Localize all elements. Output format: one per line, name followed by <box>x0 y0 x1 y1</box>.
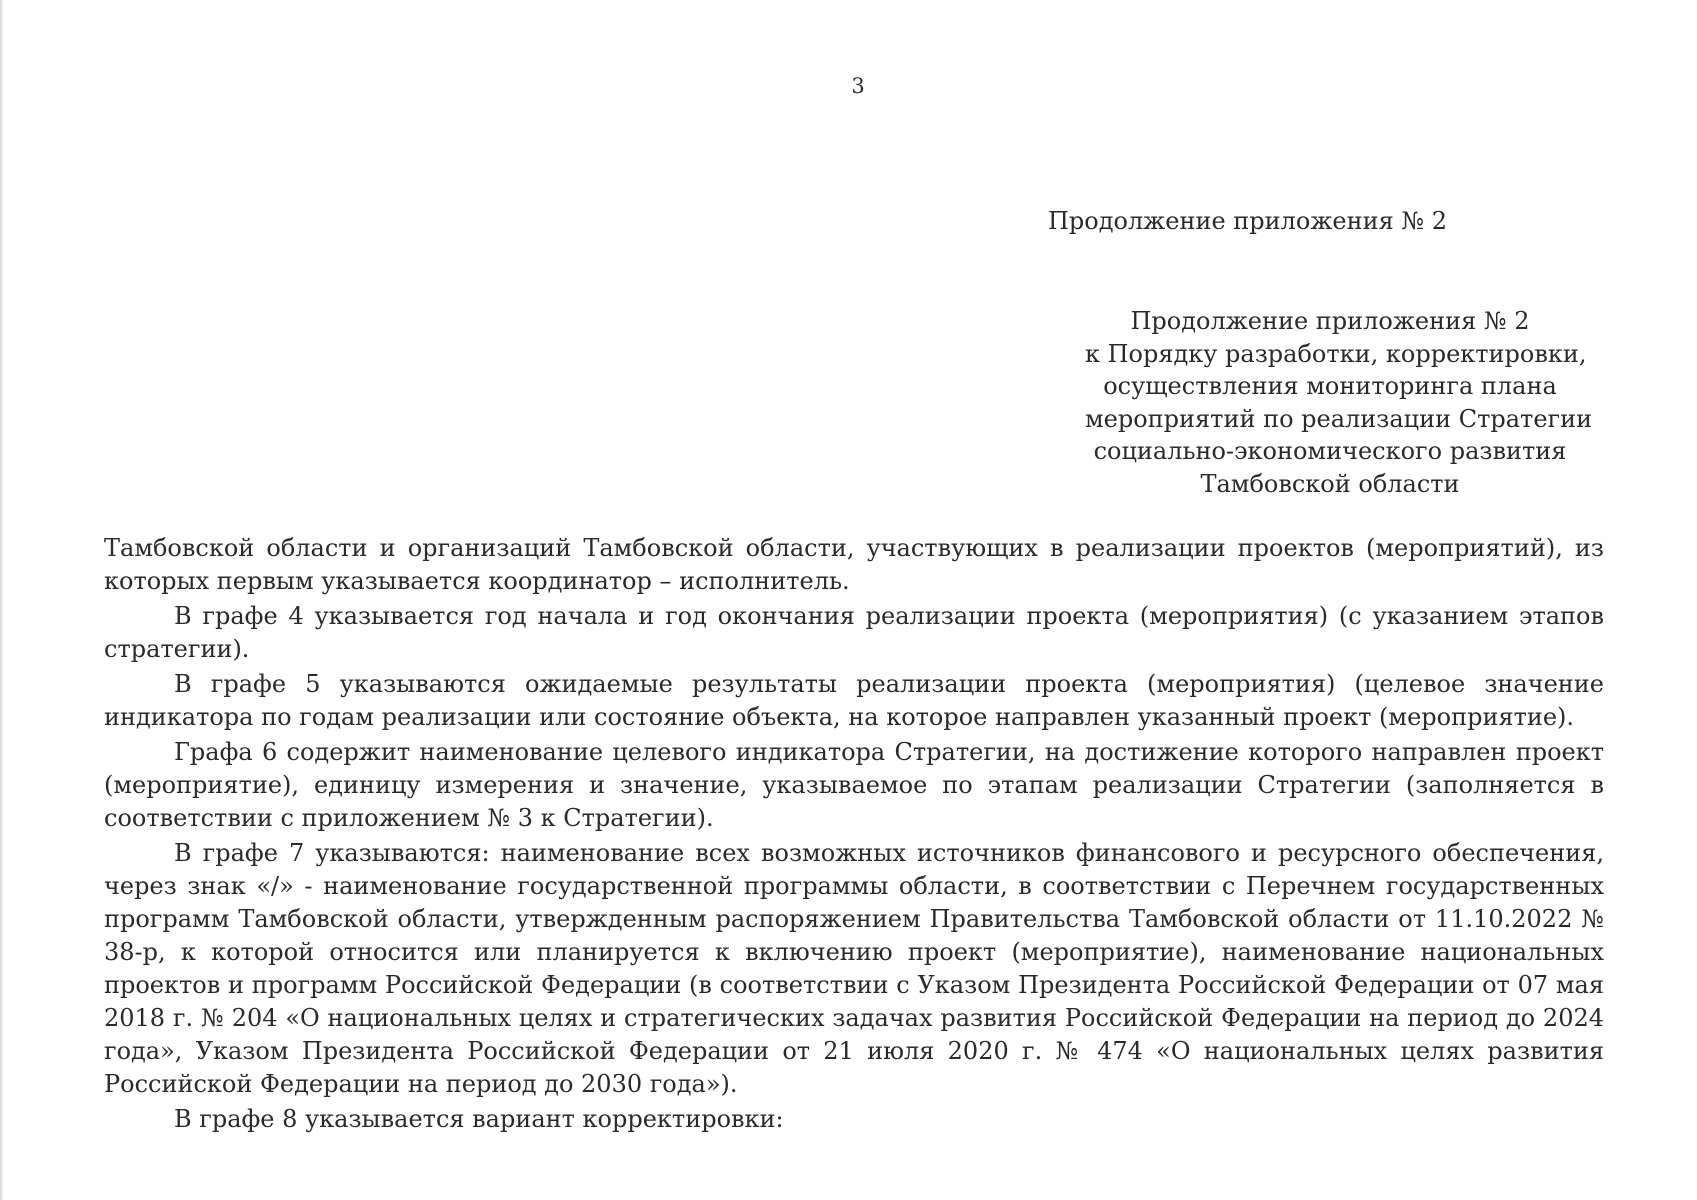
annex-line: мероприятий по реализации Стратегии <box>1085 404 1593 433</box>
scan-edge <box>0 0 4 1200</box>
annex-line: социально-экономического развития <box>1093 437 1567 465</box>
body-text <box>104 532 1604 1136</box>
annex-line: Продолжение приложения № 2 <box>1130 307 1530 335</box>
annex-continuation-header: Продолжение приложения № 2 <box>1047 207 1447 235</box>
annex-line: к Порядку разработки, корректировки, <box>1085 339 1587 368</box>
annex-reference-block <box>1085 305 1593 500</box>
paragraph-column-6: Графа 6 содержит наименование целевого индикатора Стратегии, на достижение которого направлен проект (мероприятие), единицу измерения и значение, указываемое по этапам реализации Стратегии (заполняется в соответствии с приложением № 3 к Стратегии). <box>104 738 1604 832</box>
paragraph-column-7: В графе 7 указываются: наименование всех возможных источников финансового и ресурсного обеспечения, через знак «/» - наименование государственной программы области, в соответствии с Перечнем государственных программ Тамбовской области, утвержденным распоряжением Правительства Тамбовской области от 11.10.2022 № 38-р, к которой относится или планируется к включению проект (мероприятие), наименование национальных проектов и программ Российской Федерации (в соответствии с Указом Президента Российской Федерации от 07 мая 2018 г. № 204 «О национальных целях и стратегических задачах развития Российской Федерации на период до 2024 года», Указом Президента Российской Федерации от 21 июля 2020 г. № 474 «О национальных целях развития Российской Федерации на период до 2030 года»). <box>104 839 1604 1098</box>
annex-line: Тамбовской области <box>1200 469 1460 498</box>
paragraph-column-4: В графе 4 указывается год начала и год окончания реализации проекта (мероприятия) (с указанием этапов стратегии). <box>104 602 1604 663</box>
paragraph-column-5: В графе 5 указываются ожидаемые результаты реализации проекта (мероприятия) (целевое значение индикатора по годам реализации или состояние объекта, на которое направлен указанный проект (мероприятие). <box>104 670 1604 731</box>
paragraph-column-8: В графе 8 указывается вариант корректировки: <box>174 1105 784 1133</box>
annex-line: осуществления мониторинга плана <box>1103 372 1557 400</box>
paragraph-continuation: Тамбовской области и организаций Тамбовской области, участвующих в реализации проектов (мероприятий), из которых первым указывается координатор – исполнитель. <box>104 534 1604 595</box>
page-number: 3 <box>851 74 865 98</box>
